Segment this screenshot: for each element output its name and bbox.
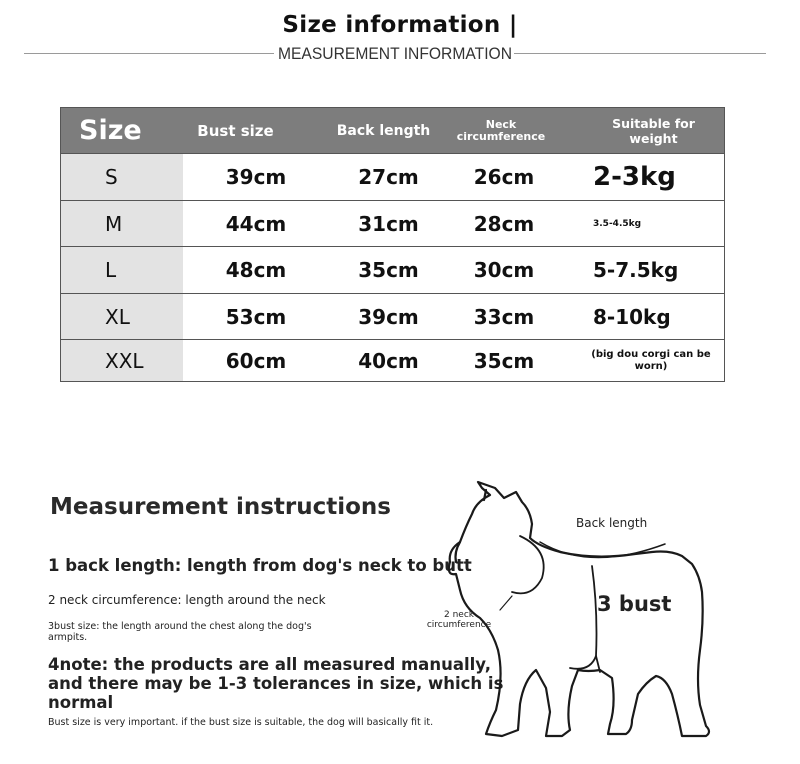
header-bust: Bust size: [197, 121, 274, 140]
row-back: 40cm: [358, 348, 419, 373]
subtitle-row: [24, 44, 766, 66]
instruction-footnote: Bust size is very important. if the bust size is suitable, the dog will basically fit it.: [48, 717, 434, 728]
row-neck: 30cm: [473, 258, 535, 282]
table-row: [61, 339, 724, 381]
row-back: 35cm: [358, 258, 419, 282]
row-bust: 48cm: [225, 258, 287, 282]
table-row: [61, 293, 724, 339]
row-back: 31cm: [358, 211, 419, 236]
row-weight: 2-3kg: [593, 162, 676, 192]
row-weight: 8-10kg: [593, 304, 671, 329]
row-size: XL: [61, 294, 183, 339]
header-weight: Suitable for weight: [612, 115, 695, 146]
header-back: Back length: [336, 122, 431, 139]
row-neck: 33cm: [473, 304, 535, 329]
page-title: Size information |: [282, 12, 518, 38]
header-neck-line2: circumference: [456, 129, 546, 143]
table-header: [61, 108, 724, 153]
row-neck: 26cm: [473, 165, 535, 189]
row-bust: 39cm: [225, 165, 287, 189]
header-size: Size: [79, 115, 142, 146]
row-bust: 53cm: [225, 304, 287, 329]
header-neck-line1: Neck: [485, 117, 517, 131]
instruction-note: 4note: the products are all measured manually, and there may be 1-3 tolerances in size, which is normal: [48, 655, 504, 712]
instructions-title: Measurement instructions: [50, 494, 391, 520]
row-back: 27cm: [358, 165, 419, 189]
row-neck: 35cm: [473, 348, 535, 373]
instruction-bust: 3bust size: the length around the chest along the dog's armpits.: [48, 621, 312, 643]
row-size: S: [61, 154, 183, 200]
instruction-back-length: 1 back length: length from dog's neck to butt: [48, 556, 472, 575]
table-row: [61, 153, 724, 200]
back-length-label: Back length: [576, 516, 648, 530]
header-neck: [451, 108, 551, 153]
table-row: [61, 246, 724, 293]
instruction-neck: 2 neck circumference: length around the neck: [48, 593, 326, 607]
row-weight: 3.5-4.5kg: [593, 218, 642, 229]
row-neck: 28cm: [473, 211, 535, 236]
row-bust: 44cm: [225, 211, 287, 236]
row-weight: (big dou corgi can be worn): [591, 348, 711, 372]
neck-circumference-label: 2 neck circumference: [426, 610, 492, 630]
page-subtitle: MEASUREMENT INFORMATION: [277, 44, 513, 63]
row-bust: 60cm: [225, 348, 287, 373]
row-size: L: [61, 247, 183, 293]
size-table: [60, 107, 725, 382]
row-weight: 5-7.5kg: [593, 258, 679, 282]
table-row: [61, 200, 724, 246]
row-size: M: [61, 201, 183, 246]
row-back: 39cm: [358, 304, 419, 329]
row-size: XXL: [61, 340, 183, 381]
bust-label: 3 bust: [597, 592, 672, 616]
